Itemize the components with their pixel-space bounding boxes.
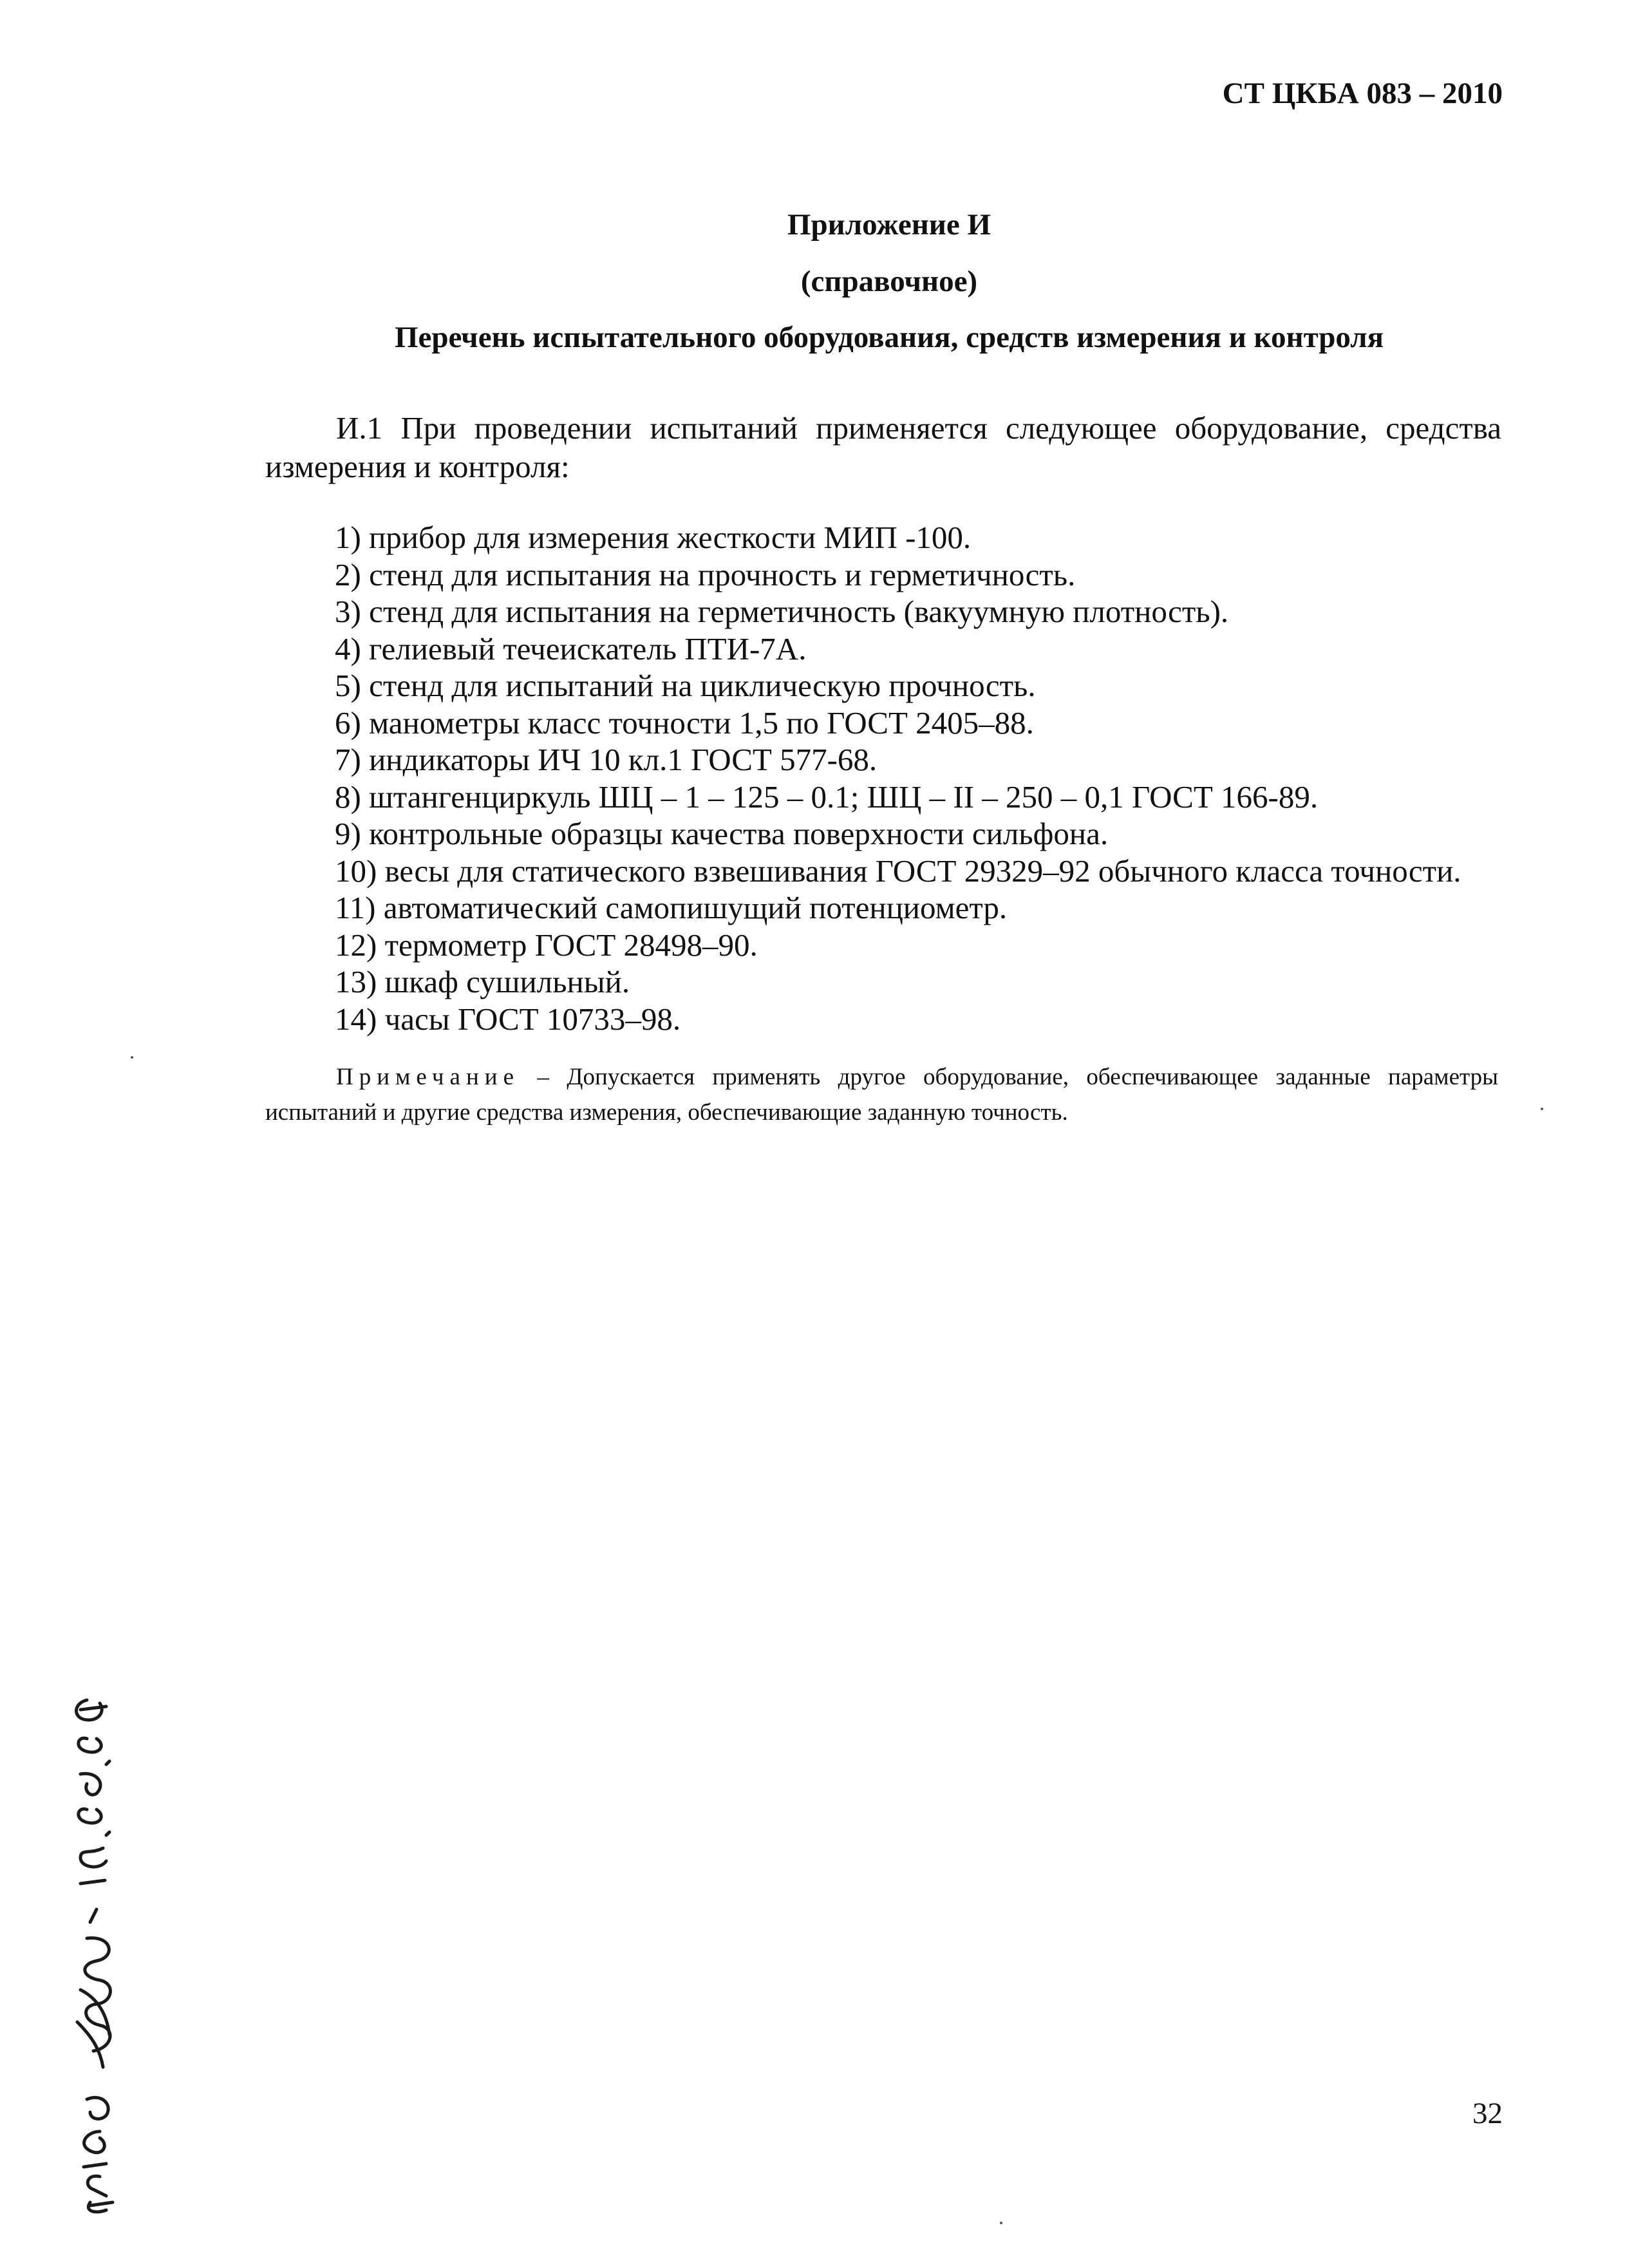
- scan-speck: [1000, 2222, 1002, 2224]
- list-item: 6) манометры класс точности 1,5 по ГОСТ 2405–88.: [335, 704, 1034, 741]
- list-item: 9) контрольные образцы качества поверхности сильфона.: [335, 816, 1109, 851]
- list-item: 3) стенд для испытания на герметичность (вакуумную плотность).: [335, 594, 1229, 629]
- appendix-heading: Перечень испытательного оборудования, средств измерения и контроля: [394, 321, 1384, 354]
- list-item: 7) индикаторы ИЧ 10 кл.1 ГОСТ 577-68.: [335, 742, 878, 777]
- list-item: 12) термометр ГОСТ 28498–90.: [335, 927, 758, 963]
- list-item: 13) шкаф сушильный.: [335, 964, 630, 999]
- document-code: СТ ЦКБА 083 – 2010: [1222, 77, 1503, 110]
- appendix-title: Приложение И: [787, 208, 991, 241]
- list-item: 8) штангенциркуль ШЦ – 1 – 125 – 0.1; ШЦ – II – 250 – 0,1 ГОСТ 166-89.: [335, 779, 1319, 815]
- list-item: 14) часы ГОСТ 10733–98.: [335, 1001, 681, 1037]
- page-number: 32: [1472, 2097, 1503, 2130]
- appendix-type: (справочное): [800, 265, 978, 298]
- list-item: 1) прибор для измерения жесткости МИП -100.: [335, 520, 972, 555]
- note-paragraph: [265, 1059, 1498, 1130]
- list-item: 4) гелиевый течеискатель ПТИ-7А.: [335, 630, 807, 666]
- equipment-list: [335, 519, 1461, 1037]
- list-item: 11) автоматический самопишущий потенциометр.: [335, 890, 1008, 925]
- list-item: 10) весы для статического взвешивания ГОСТ 29329–92 обычного класса точности.: [335, 853, 1461, 889]
- intro-paragraph: И.1 При проведении испытаний применяется следующее оборудование, средства измерения и контроля:: [265, 410, 1501, 484]
- scan-speck: [1541, 1108, 1543, 1110]
- note-text: – Допускается применять другое оборудование, обеспечивающее заданные параметры испытаний и другие средства измерения, обеспечивающие заданную точность.: [265, 1064, 1498, 1126]
- list-item: 5) стенд для испытаний на циклическую прочность.: [335, 668, 1036, 703]
- note-label: Примечание: [336, 1064, 520, 1090]
- scan-speck: [131, 1056, 133, 1059]
- list-item: 2) стенд для испытания на прочность и герметичность.: [335, 556, 1076, 592]
- handwritten-signature: [61, 1687, 132, 2215]
